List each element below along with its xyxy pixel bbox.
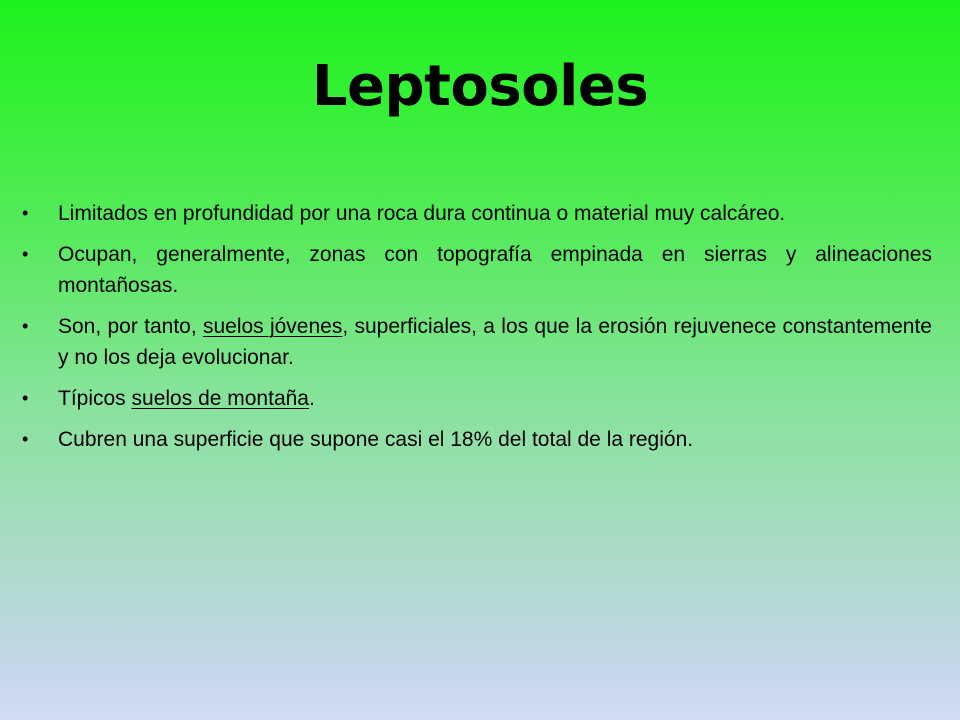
bullet-icon: • (22, 244, 29, 264)
bullet-icon: • (22, 429, 29, 449)
bullet-text-after: . (309, 387, 315, 410)
bullet-text: Limitados en profundidad por una roca dura continua o material muy calcáreo. (58, 202, 786, 225)
bullet-item (22, 198, 932, 229)
underlined-term: suelos jóvenes (202, 315, 343, 338)
slide-title: Leptosoles (311, 54, 649, 119)
bullet-text: Ocupan, generalmente, zonas con topografía empinada en sierras y alineaciones montañosas. (58, 243, 932, 297)
bullet-text: Cubren una superficie que supone casi el 18% del total de la región. (58, 428, 694, 451)
bullet-text-after: , superficiales, a los que la erosión rejuvenece constantemente y no los deja evolucionar. (58, 315, 932, 369)
bullet-item (22, 424, 932, 455)
bullet-icon: • (22, 388, 29, 408)
bullet-icon: • (22, 316, 29, 336)
bullet-item (22, 311, 932, 373)
bullet-text-before: Típicos (58, 387, 132, 410)
bullet-list (22, 198, 932, 465)
bullet-icon: • (22, 203, 29, 223)
bullet-item (22, 383, 932, 414)
bullet-text-before: Son, por tanto, (58, 315, 203, 338)
underlined-term: suelos de montaña (131, 387, 309, 410)
bullet-item (22, 239, 932, 301)
